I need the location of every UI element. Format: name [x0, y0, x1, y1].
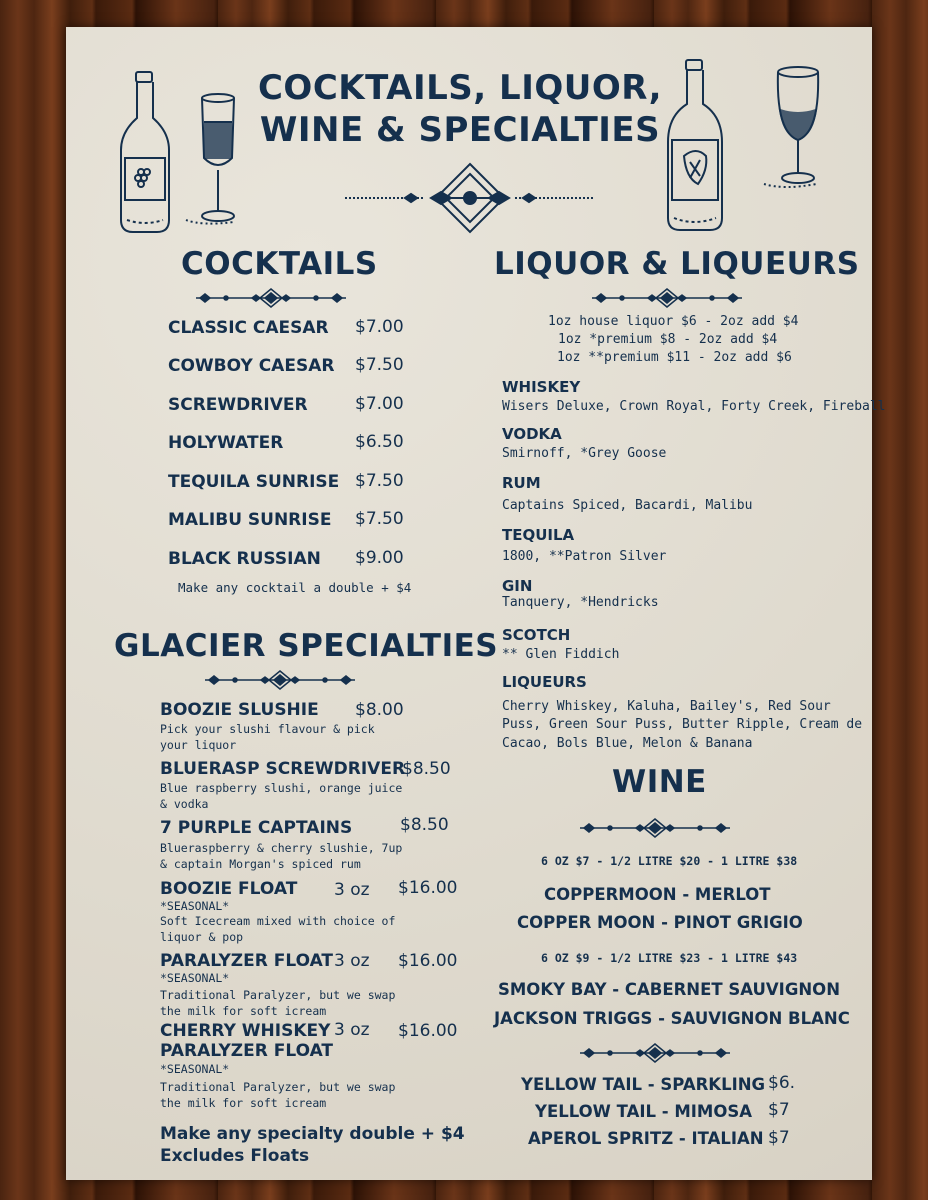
specialty-double-note: Make any specialty double + $4: [160, 1124, 465, 1144]
liquor-category-items: Smirnoff, *Grey Goose: [502, 446, 667, 461]
specialty-desc: Traditional Paralyzer, but we swap: [160, 1080, 396, 1094]
cocktail-price: $7.50: [355, 471, 404, 491]
liquor-category-items: ** Glen Fiddich: [502, 647, 620, 662]
specialty-name: BOOZIE SLUSHIE: [160, 700, 319, 720]
liquor-category-items: Cacao, Bols Blue, Melon & Banana: [502, 736, 753, 751]
specialty-desc: *SEASONAL*: [160, 899, 230, 913]
bubbles-name: YELLOW TAIL - MIMOSA: [535, 1102, 753, 1121]
specialty-name-line2: PARALYZER FLOAT: [160, 1041, 334, 1061]
specialty-size: 3 oz: [334, 880, 370, 900]
wine-name: JACKSON TRIGGS - SAUVIGNON BLANC: [494, 1009, 850, 1028]
wine-name: SMOKY BAY - CABERNET SAUVIGNON: [498, 980, 841, 999]
menu-title-line2: WINE & SPECIALTIES: [259, 110, 661, 150]
wine-glass-icon: [182, 92, 242, 232]
specialty-name: BOOZIE FLOAT: [160, 879, 298, 899]
specialty-desc: *SEASONAL*: [160, 971, 230, 985]
bubbles-price: $6.: [768, 1073, 796, 1093]
liquor-pricing-line: 1oz **premium $11 - 2oz add $6: [557, 350, 792, 365]
wine-bottle-icon: [115, 70, 175, 240]
specialty-size: 3 oz: [334, 1020, 370, 1040]
liquor-heading: LIQUOR & LIQUEURS: [494, 246, 860, 282]
bubbles-name: YELLOW TAIL - SPARKLING: [521, 1075, 766, 1094]
specialty-desc: the milk for soft icream: [160, 1096, 327, 1110]
cocktail-name: SCREWDRIVER: [168, 395, 308, 415]
cocktails-heading: COCKTAILS: [181, 246, 378, 282]
liquor-category-items: 1800, **Patron Silver: [502, 549, 667, 564]
cocktail-name: CLASSIC CAESAR: [168, 318, 329, 338]
liquor-category-items: Puss, Green Sour Puss, Butter Ripple, Cream de: [502, 717, 863, 732]
cocktail-price: $7.50: [355, 355, 404, 375]
cocktail-name: BLACK RUSSIAN: [168, 549, 321, 569]
specialty-price: $16.00: [398, 878, 458, 898]
specialty-price: $8.00: [355, 700, 404, 720]
liquor-category: GIN: [502, 577, 533, 595]
art-deco-divider-icon: [345, 160, 595, 236]
art-deco-divider-icon: [580, 818, 730, 838]
liquor-category-items: Cherry Whiskey, Kaluha, Bailey's, Red Sour: [502, 699, 831, 714]
specialty-price: $16.00: [398, 951, 458, 971]
bubbles-price: $7: [768, 1128, 790, 1148]
art-deco-divider-icon: [580, 1043, 730, 1063]
bubbles-name: APEROL SPRITZ - ITALIAN: [528, 1129, 764, 1148]
cocktail-price: $7.00: [355, 317, 404, 337]
wine-group1-price: 6 OZ $7 - 1/2 LITRE $20 - 1 LITRE $38: [541, 854, 798, 868]
specialties-heading: GLACIER SPECIALTIES: [114, 628, 499, 664]
art-deco-divider-icon: [196, 288, 346, 308]
specialty-price: $8.50: [402, 759, 451, 779]
cocktail-name: TEQUILA SUNRISE: [168, 472, 340, 492]
liquor-category: VODKA: [502, 425, 562, 443]
liquor-category: SCOTCH: [502, 626, 571, 644]
specialty-desc: the milk for soft icream: [160, 1004, 327, 1018]
specialty-name: BLUERASP SCREWDRIVER: [160, 759, 406, 779]
wine-name: COPPERMOON - MERLOT: [544, 885, 771, 904]
specialty-desc: Blueraspberry & cherry slushie, 7up: [160, 841, 403, 855]
specialty-desc: Pick your slushi flavour & pick: [160, 722, 375, 736]
liquor-pricing-line: 1oz house liquor $6 - 2oz add $4: [548, 314, 799, 329]
wine-group2-price: 6 OZ $9 - 1/2 LITRE $23 - 1 LITRE $43: [541, 951, 798, 965]
bubbles-price: $7: [768, 1100, 790, 1120]
cocktail-name: MALIBU SUNRISE: [168, 510, 332, 530]
liquor-category: TEQUILA: [502, 526, 575, 544]
cocktail-price: $7.50: [355, 509, 404, 529]
specialty-desc: & captain Morgan's spiced rum: [160, 857, 361, 871]
specialty-price: $16.00: [398, 1021, 458, 1041]
specialty-desc: & vodka: [160, 797, 209, 811]
wine-heading: WINE: [612, 764, 707, 800]
cocktail-price: $7.00: [355, 394, 404, 414]
liquor-category: LIQUEURS: [502, 673, 587, 691]
specialty-name: CHERRY WHISKEY: [160, 1021, 331, 1041]
specialty-desc: Traditional Paralyzer, but we swap: [160, 988, 396, 1002]
specialty-name: 7 PURPLE CAPTAINS: [160, 818, 353, 838]
wine-name: COPPER MOON - PINOT GRIGIO: [517, 913, 803, 932]
specialty-desc: Blue raspberry slushi, orange juice: [160, 781, 403, 795]
cocktail-name: COWBOY CAESAR: [168, 356, 335, 376]
specialty-name: PARALYZER FLOAT: [160, 951, 334, 971]
liquor-category: WHISKEY: [502, 378, 581, 396]
cocktail-name: HOLYWATER: [168, 433, 284, 453]
cocktail-price: $9.00: [355, 548, 404, 568]
cocktail-double-note: Make any cocktail a double + $4: [178, 580, 412, 595]
specialty-desc: liquor & pop: [160, 930, 244, 944]
liquor-pricing-line: 1oz *premium $8 - 2oz add $4: [558, 332, 778, 347]
liquor-category-items: Wisers Deluxe, Crown Royal, Forty Creek, Fireball: [502, 399, 886, 414]
cocktail-price: $6.50: [355, 432, 404, 452]
liquor-category-items: Captains Spiced, Bacardi, Malibu: [502, 498, 753, 513]
art-deco-divider-icon: [205, 670, 355, 690]
specialty-desc: Soft Icecream mixed with choice of: [160, 914, 396, 928]
art-deco-divider-icon: [592, 288, 742, 308]
specialty-desc: your liquor: [160, 738, 237, 752]
liquor-category: RUM: [502, 474, 541, 492]
specialty-desc: *SEASONAL*: [160, 1062, 230, 1076]
liquor-category-items: Tanquery, *Hendricks: [502, 595, 659, 610]
wine-glass-icon: [760, 66, 820, 196]
menu-title-line1: COCKTAILS, LIQUOR,: [257, 68, 663, 108]
specialty-floats-note: Excludes Floats: [160, 1146, 310, 1166]
specialty-size: 3 oz: [334, 951, 370, 971]
specialty-price: $8.50: [400, 815, 449, 835]
